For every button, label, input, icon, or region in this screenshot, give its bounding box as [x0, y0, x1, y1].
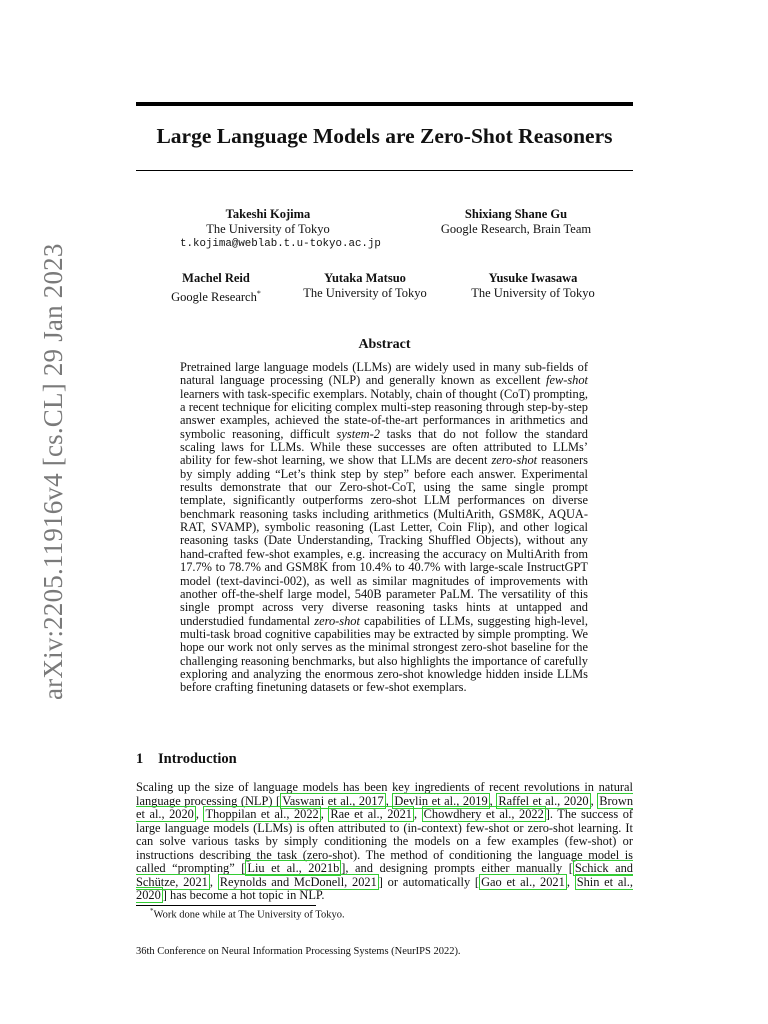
- author-affiliation: The University of Tokyo: [471, 286, 595, 300]
- author-block-1: [180, 207, 381, 252]
- author-affiliation: Google Research, Brain Team: [440, 222, 592, 236]
- text-run: ], and designing prompts either manually [: [341, 861, 573, 875]
- author-name: Machel Reid: [182, 271, 250, 285]
- author-affiliation: The University of Tokyo: [303, 286, 427, 300]
- introduction-paragraph: [136, 781, 633, 903]
- text-run: ,: [209, 874, 218, 889]
- text-run: ,: [590, 793, 598, 808]
- emphasis-text: few-shot: [546, 373, 588, 388]
- text-run: Pretrained large language models (LLMs) are widely used in many sub-fields of natural language processing (NLP) and generally known as excellent: [180, 360, 588, 388]
- text-run: Scaling up the size of language models has been key ingredients of recent revolutions in natural language processing (NLP) [: [136, 780, 633, 808]
- text-run: ,: [414, 807, 422, 821]
- emphasis-text: zero-shot: [314, 613, 360, 628]
- footnote-marker[interactable]: *: [256, 289, 261, 298]
- title-bottom-rule: [136, 170, 633, 171]
- author-name: Yusuke Iwasawa: [488, 271, 578, 285]
- author-name: Yutaka Matsuo: [324, 271, 406, 285]
- emphasis-text: system-2: [336, 426, 380, 441]
- text-run: learners with task-specific exemplars. Notably, chain of thought (CoT) prompting, a recent technique for eliciting complex multi-step reasoning through step-by-step answer examples, achieved the state-of-the-art performances in arithmetics and symbolic reasoning, difficult: [180, 386, 588, 441]
- author-email[interactable]: t.kojima@weblab.t.u-tokyo.ac.jp: [180, 238, 381, 250]
- author-affiliation: The University of Tokyo: [206, 222, 330, 236]
- section-number: 1: [136, 751, 144, 767]
- text-run: capabilities of LLMs, suggesting high-level, multi-task broad cognitive capabilities may be extracted by simple prompting. We hope our work not only serves as the minimal strongest zero-shot baseline for the challenging reasoning benchmarks, but also highlights the importance of carefully exploring and analyzing the enormous zero-shot knowledge hidden inside LLMs before crafting finetuning datasets or few-shot exemplars.: [180, 613, 588, 695]
- citation-link[interactable]: Thoppilan et al., 2022: [205, 807, 319, 821]
- author-name: Takeshi Kojima: [225, 207, 311, 221]
- text-run: ]. The success of large language models (LLMs) is often attributed to (in-context) few-shot or zero-shot learning. It can solve various tasks by simply conditioning the models on a few examples (few-shot) or instructions describing the task (zero-shot). The method of conditioning the language model is called “prompting” [: [136, 807, 634, 875]
- citation-link[interactable]: Devlin et al., 2019: [394, 793, 488, 808]
- emphasis-text: zero-shot: [491, 453, 538, 468]
- section-heading: [136, 751, 237, 768]
- author-affiliation: Google Research*: [171, 289, 261, 305]
- section-title: Introduction: [158, 751, 237, 767]
- citation-link[interactable]: Brown et al., 2020: [136, 793, 634, 821]
- citation-link[interactable]: Schick and Schütze, 2021: [136, 861, 633, 889]
- venue-note: 36th Conference on Neural Information Processing Systems (NeurIPS 2022).: [136, 946, 461, 957]
- author-name: Shixiang Shane Gu: [464, 207, 568, 221]
- footnote-marker: *: [150, 907, 154, 915]
- text-run: ,: [489, 793, 497, 808]
- footnote: [150, 907, 345, 921]
- citation-link[interactable]: Gao et al., 2021: [481, 874, 565, 889]
- footnote-text: Work done while at The University of Tokyo.: [153, 909, 345, 921]
- text-run: reasoners by simply adding “Let’s think step by step” before each answer. Experimental results demonstrate that our Zero-shot-CoT, using the same single prompt template, significantly outperforms zero-shot LLM performances on diverse benchmark reasoning tasks including arithmetics (MultiArith, GSM8K, AQUA-RAT, SVAMP), symbolic reasoning (Last Letter, Coin Flip), and other logical reasoning tasks (Date Understanding, Tracking Shuffled Objects), without any hand-crafted few-shot examples, e.g. increasing the accuracy on MultiArith from 17.7% to 78.7% and GSM8K from 10.4% to 40.7% with large-scale InstructGPT model (text-davinci-002), as well as similar magnitudes of improvements with another off-the-shelf large model, 540B parameter PaLM. The versatility of this single prompt across very diverse reasoning tasks hints at untapped and understudied fundamental: [180, 453, 588, 628]
- citation-link[interactable]: Rae et al., 2021: [330, 807, 412, 821]
- text-run: ] has become a hot topic in NLP.: [162, 888, 325, 902]
- text-run: ,: [566, 874, 575, 889]
- citation-link[interactable]: Chowdhery et al., 2022: [423, 807, 544, 821]
- author-block-2: [420, 207, 612, 237]
- abstract-heading: Abstract: [358, 337, 411, 352]
- citation-link[interactable]: Liu et al., 2021b: [247, 861, 340, 875]
- citation-link[interactable]: Raffel et al., 2020: [498, 793, 589, 808]
- author-block-5: [464, 271, 602, 301]
- arxiv-identifier: arXiv:2205.11916v4 [cs.CL] 29 Jan 2023: [38, 243, 68, 700]
- text-run: ,: [320, 807, 329, 821]
- author-block-3: [160, 271, 272, 305]
- footnote-rule: [136, 905, 316, 906]
- citation-link[interactable]: Shin et al., 2020: [136, 874, 633, 902]
- paper-title: Large Language Models are Zero-Shot Reasoners: [156, 124, 613, 148]
- author-block-4: [296, 271, 434, 301]
- citation-link[interactable]: Reynolds and McDonell, 2021: [219, 874, 377, 889]
- text-run: ] or automatically [: [378, 874, 480, 889]
- text-run: tasks that do not follow the standard scaling laws for LLMs. While these successes are often attributed to LLMs’ ability for few-shot learning, we show that LLMs are decent: [180, 426, 588, 468]
- citation-link[interactable]: Vaswani et al., 2017: [282, 793, 384, 808]
- abstract-text: [180, 361, 588, 695]
- text-run: ,: [385, 793, 393, 808]
- title-top-rule: [136, 102, 633, 106]
- text-run: ,: [195, 807, 204, 821]
